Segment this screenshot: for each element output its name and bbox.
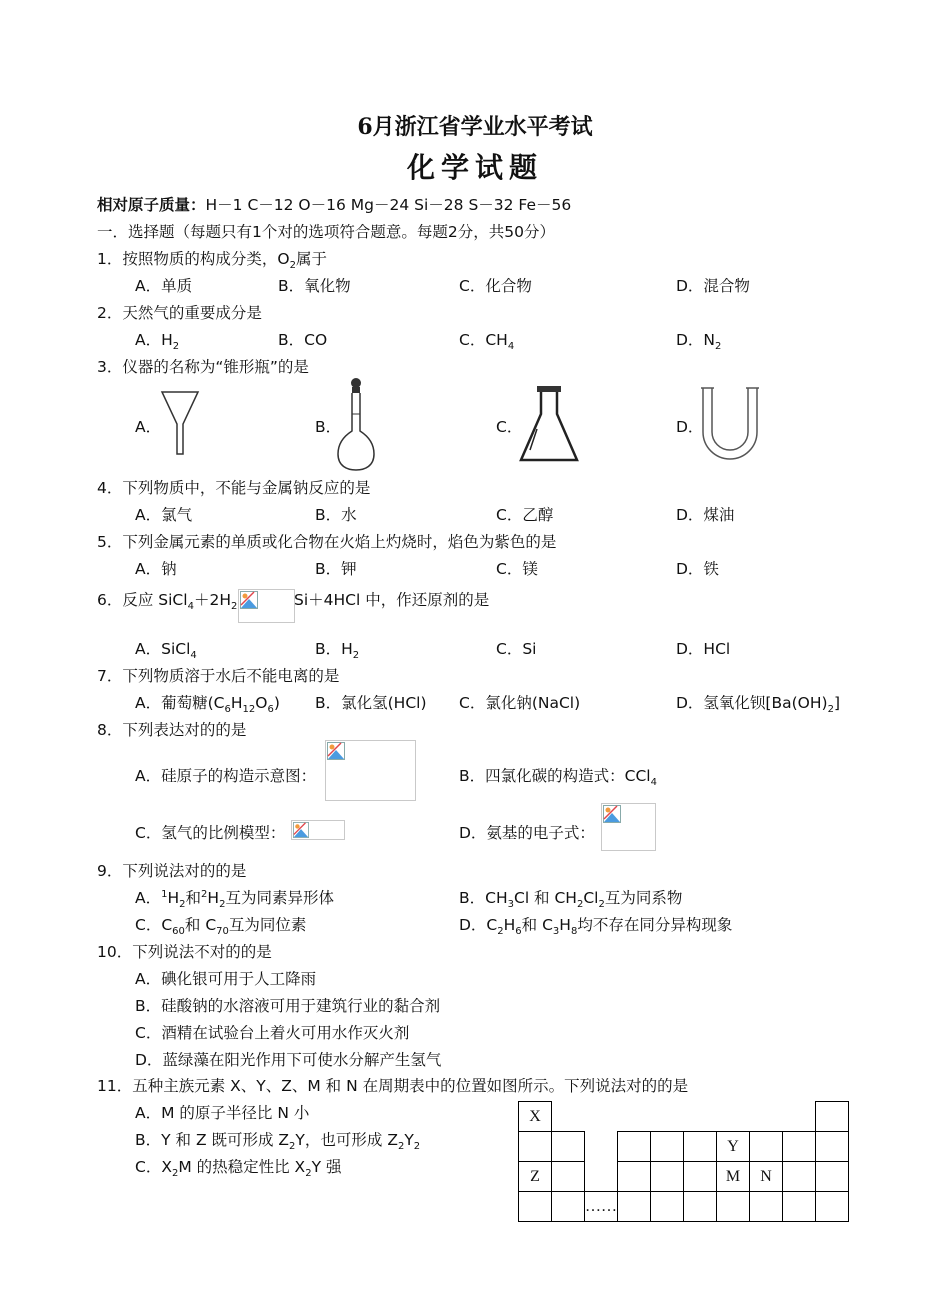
atomic-masses-values: H－1 C－12 O－16 Mg－24 Si－28 S－32 Fe－56 (205, 196, 572, 214)
atomic-masses (97, 193, 571, 215)
cell-m: M (717, 1162, 750, 1192)
q9-option-d: D．$C_2H_6$和 $C_3H_8$均不存在同分异构现象 (459, 916, 733, 938)
q4-option-d: D．煤油 (676, 506, 735, 524)
q2-option-d: D．$N_2$ (676, 331, 722, 353)
q1-option-a: A．单质 (135, 277, 193, 295)
q8-option-b: B．四氯化碳的构造式：CCl$_4$ (459, 767, 657, 789)
q9-option-a: A．$^1H_2$和$^2H_2$互为同素异形体 (135, 888, 334, 911)
reaction-arrow-image (238, 589, 295, 623)
cell-z: Z (519, 1162, 552, 1192)
q4-option-b: B．水 (315, 506, 357, 524)
periodic-table-fragment (518, 1101, 849, 1222)
volumetric-flask-icon (335, 376, 377, 474)
question-2-stem: 2．天然气的重要成分是 (97, 304, 262, 322)
cell-n: N (750, 1162, 783, 1192)
subject-title: 化学试题 (406, 151, 543, 184)
q11-option-a: A．M 的原子半径比 N 小 (135, 1104, 310, 1122)
q1-option-d: D．混合物 (676, 277, 750, 295)
q1-option-b: B．氧化物 (278, 277, 351, 295)
broken-image-icon (603, 805, 621, 823)
section-heading: 一．选择题（每题只有1个对的选项符合题意。每题2分，共50分） (97, 223, 555, 241)
atomic-masses-label: 相对原子质量： (97, 196, 206, 214)
q8-option-c: C．氢气的比例模型： (135, 824, 286, 842)
question-6-stem-end: Si＋4HCl 中，作还原剂的是 (294, 591, 490, 609)
broken-image-icon (240, 591, 258, 609)
question-4-stem: 4．下列物质中，不能与金属钠反应的是 (97, 479, 371, 497)
table-cell (816, 1102, 849, 1132)
broken-image-icon (327, 742, 345, 760)
q2-option-a: A．$H_2$ (135, 331, 180, 353)
question-8-stem: 8．下列表达对的的是 (97, 721, 247, 739)
q3-option-a: A． (135, 418, 162, 436)
q7-option-a: A．葡萄糖$(C_6H_{12}O_6)$ (135, 694, 280, 716)
amino-electron-formula-image (601, 803, 656, 851)
q6-option-b: B．$H_2$ (315, 640, 360, 662)
funnel-icon (160, 388, 200, 458)
q2-option-b: B．CO (278, 331, 328, 349)
u-tube-icon (700, 386, 760, 462)
q5-option-a: A．钠 (135, 560, 177, 578)
broken-image-icon (293, 822, 309, 838)
q5-option-d: D．铁 (676, 560, 719, 578)
question-7-stem: 7．下列物质溶于水后不能电离的是 (97, 667, 340, 685)
q4-option-c: C．乙醇 (496, 506, 554, 524)
q3-option-d: D． (676, 418, 704, 436)
q10-option-d: D．蓝绿藻在阳光作用下可使水分解产生氢气 (135, 1051, 442, 1069)
q7-option-b: B．氯化氢(HCl) (315, 694, 427, 712)
q8-option-d: D．氨基的电子式： (459, 824, 595, 842)
q9-option-c: C．$C_{60}$和 $C_{70}$互为同位素 (135, 916, 307, 938)
silicon-atom-diagram-image (325, 740, 416, 801)
q10-option-c: C．酒精在试验台上着火可用水作灭火剂 (135, 1024, 410, 1042)
q6-option-a: A．SiCl$_4$ (135, 640, 197, 662)
question-11-stem: 11．五种主族元素 X、Y、Z、M 和 N 在周期表中的位置如图所示。下列说法对的的是 (97, 1077, 689, 1095)
q8-option-a: A．硅原子的构造示意图： (135, 767, 317, 785)
conical-flask-icon (518, 384, 580, 464)
question-5-stem: 5．下列金属元素的单质或化合物在火焰上灼烧时，焰色为紫色的是 (97, 533, 557, 551)
q7-option-d: D．氢氧化钡$[Ba(OH)_2]$ (676, 694, 841, 716)
q6-option-d: D．HCl (676, 640, 731, 658)
q2-option-c: C．$CH_4$ (459, 331, 515, 353)
cell-y: Y (717, 1132, 750, 1162)
q10-option-b: B．硅酸钠的水溶液可用于建筑行业的黏合剂 (135, 997, 441, 1015)
q4-option-a: A．氯气 (135, 506, 193, 524)
q7-option-c: C．氯化钠(NaCl) (459, 694, 581, 712)
q1-option-c: C．化合物 (459, 277, 532, 295)
q5-option-b: B．钾 (315, 560, 357, 578)
question-3-stem: 3．仪器的名称为“锥形瓶”的是 (97, 358, 309, 376)
cell-x: X (519, 1102, 552, 1132)
hydrogen-model-image (291, 820, 345, 840)
q9-option-b: B．$CH_3Cl$ 和 $CH_2Cl_2$互为同系物 (459, 889, 683, 911)
q6-option-c: C．Si (496, 640, 537, 658)
q10-option-a: A．碘化银可用于人工降雨 (135, 970, 317, 988)
question-10-stem: 10．下列说法不对的的是 (97, 943, 272, 961)
page-title: 6月浙江省学业水平考试 (357, 114, 593, 140)
q3-option-b: B． (315, 418, 342, 436)
question-1-stem: 1．按照物质的构成分类，$O_2$属于 (97, 250, 327, 272)
q3-option-c: C． (496, 418, 523, 436)
question-9-stem: 9．下列说法对的的是 (97, 862, 247, 880)
q5-option-c: C．镁 (496, 560, 538, 578)
question-6-stem-start: 6．反应 $SiCl_4+2H_2$ (97, 591, 238, 613)
q11-option-c: C．$X_2M$ 的热稳定性比 $X_2Y$ 强 (135, 1158, 342, 1180)
cell-dots: …… (585, 1192, 618, 1222)
q11-option-b: B．Y 和 Z 既可形成 $Z_2Y$，也可形成 $Z_2Y_2$ (135, 1131, 421, 1153)
